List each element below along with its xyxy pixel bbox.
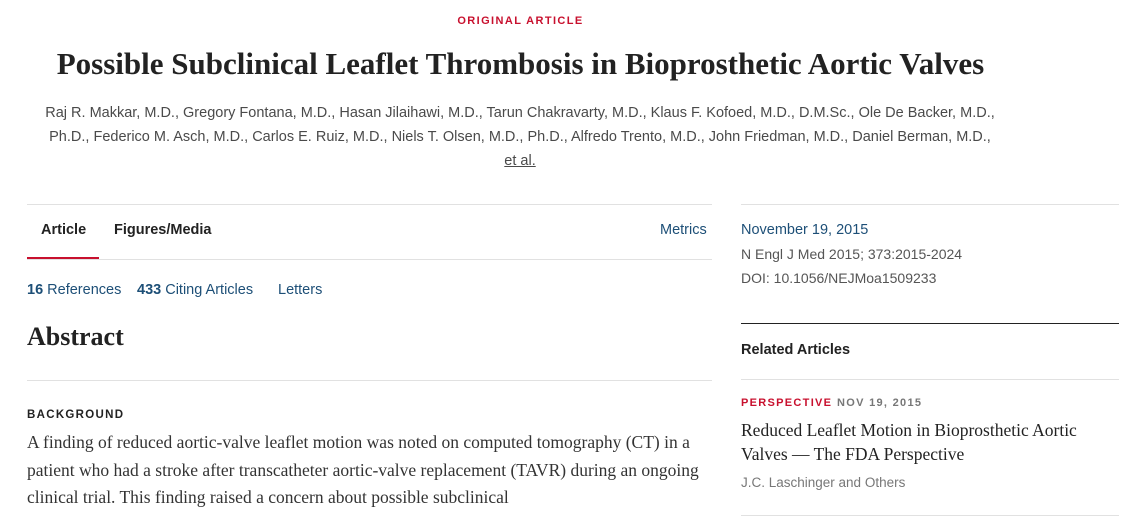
et-al-link[interactable]: et al. [504, 153, 536, 169]
divider [741, 323, 1119, 324]
related-article-type: PERSPECTIVE [741, 397, 833, 409]
divider [741, 515, 1119, 516]
divider [27, 380, 712, 381]
article-title: Possible Subclinical Leaflet Thrombosis in Bioprosthetic Aortic Valves [56, 46, 985, 81]
author-list [20, 101, 1020, 173]
letters-link[interactable]: Letters [278, 282, 323, 298]
citing-count: 433 [137, 282, 162, 298]
related-article-date: NOV 19, 2015 [837, 397, 923, 409]
abstract-heading: Abstract [27, 322, 124, 351]
citing-label: Citing Articles [165, 282, 254, 298]
divider [741, 204, 1119, 205]
divider [741, 379, 1119, 380]
doi: DOI: 10.1056/NEJMoa1509233 [741, 270, 937, 286]
citing-articles-link[interactable] [137, 282, 253, 298]
metrics-link[interactable]: Metrics [660, 222, 707, 238]
tab-article[interactable]: Article [41, 222, 87, 238]
authors-line-1: Raj R. Makkar, M.D., Gregory Fontana, M.D., Hasan Jilaihawi, M.D., Tarun Chakravarty, M.D., Klaus F. Kofoed, M.D., D.M.Sc., Ole De Backer, M.D., [45, 105, 995, 121]
divider [27, 204, 712, 205]
tab-figures-media[interactable]: Figures/Media [114, 222, 212, 238]
journal-citation: N Engl J Med 2015; 373:2015-2024 [741, 246, 963, 262]
references-label: References [47, 282, 122, 298]
related-article-title-link[interactable]: Reduced Leaflet Motion in Bioprosthetic Aortic Valves — The FDA Perspective [741, 420, 1077, 464]
references-link[interactable] [27, 282, 121, 298]
background-text: A finding of reduced aortic-valve leaflet motion was noted on computed tomography (CT) in a patient who had a stroke after transcatheter aortic-valve replacement (TAVR) during an ongoing clinical trial. This finding raised a concern about possible subclinical [27, 432, 699, 507]
background-label: BACKGROUND [27, 409, 125, 421]
related-articles-heading: Related Articles [741, 342, 851, 358]
related-article-authors: J.C. Laschinger and Others [741, 475, 906, 490]
article-type-label: ORIGINAL ARTICLE [457, 15, 584, 27]
publication-date: November 19, 2015 [741, 222, 869, 238]
authors-line-2: Ph.D., Federico M. Asch, M.D., Carlos E. Ruiz, M.D., Niels T. Olsen, M.D., Ph.D., Alfredo Trento, M.D., John Friedman, M.D., Daniel Berman, M.D., [49, 129, 991, 145]
divider [27, 259, 712, 260]
references-count: 16 [27, 282, 44, 298]
